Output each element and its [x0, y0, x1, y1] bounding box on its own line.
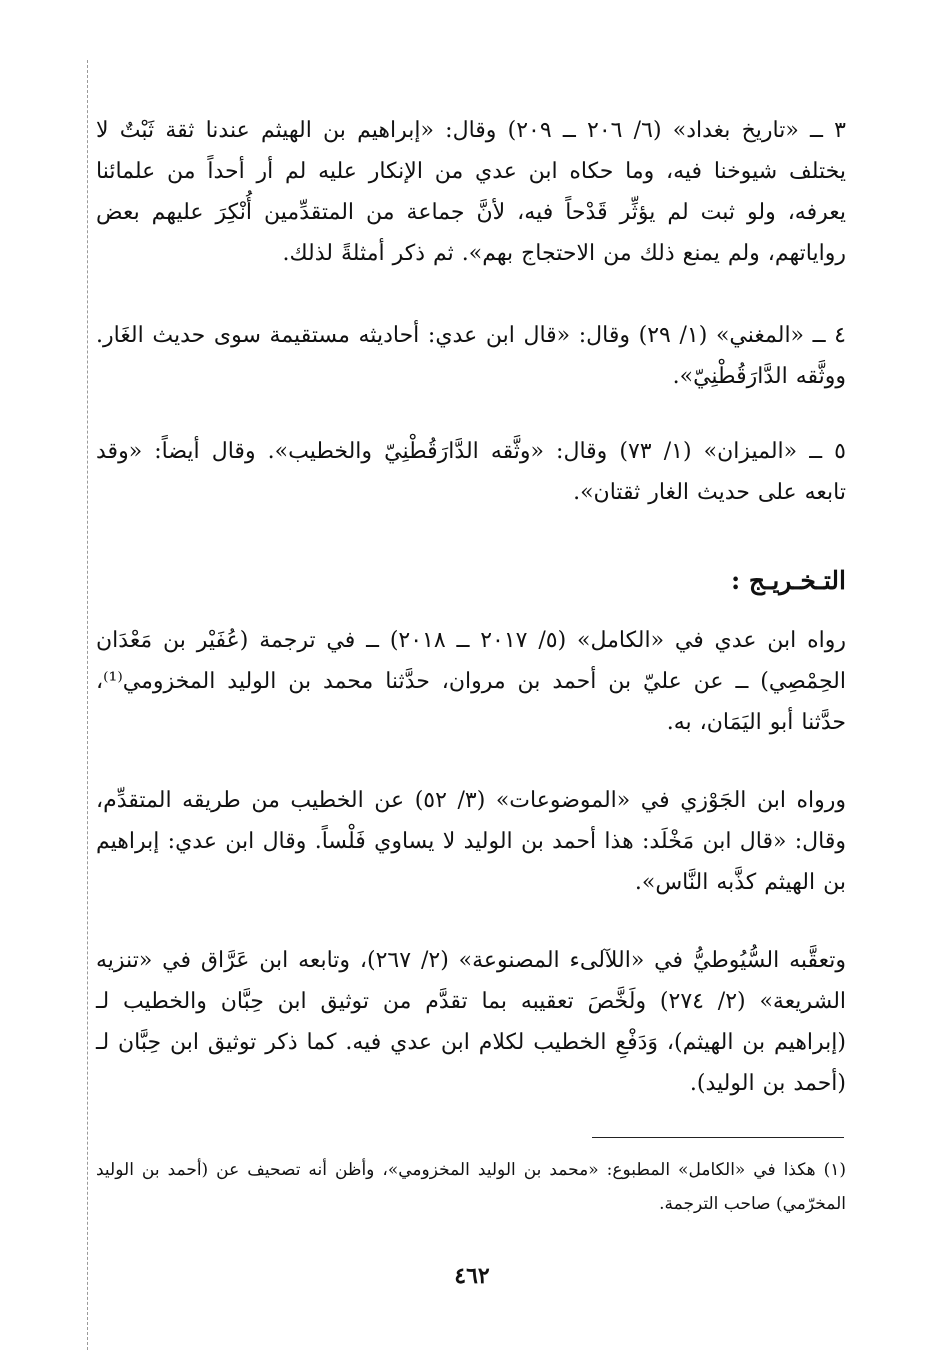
section-heading-takhrij: التـخـريـج :: [730, 566, 846, 595]
margin-guide-line: [87, 60, 88, 1350]
paragraph-al-mizan: ٥ ــ «الميزان» (١/ ٧٣) وقال: «وثَّقه الدَّارَقُطْنِيّ والخطيب». وقال أيضاً: «وقد تابعه على حديث الغار ثقتان».: [96, 439, 846, 505]
footnote: (١) هكذا في «الكامل» المطبوع: «محمد بن الوليد المخزومي»، وأظن أنه تصحيف عن (أحمد بن الوليد المخرّمي) صاحب الترجمة.: [96, 1160, 846, 1214]
paragraph-ibn-al-jawzi: ورواه ابن الجَوْزي في «الموضوعات» (٣/ ٥٢) عن الخطيب من طريقه المتقدِّم، وقال: «قال ابن مَخْلَد: هذا أحمد بن الوليد لا يساوي فَلْساً. وقال ابن عدي: إبراهيم بن الهيثم كذَّبه النَّاس».: [96, 788, 847, 895]
paragraph-ibn-adi: رواه ابن عدي في «الكامل» (٥/ ٢٠١٧ ــ ٢٠١٨) ــ في ترجمة (عُفَيْر بن مَعْدَان الحِمْصِي) ــ عن عليّ بن أحمد بن مروان، حدَّثنا محمد بن الوليد المخزومي⁽¹⁾، حدَّثنا أبو اليَمَان، به.: [96, 628, 846, 735]
paragraph-al-mughni: ٤ ــ «المغني» (١/ ٢٩) وقال: «قال ابن عدي: أحاديثه مستقيمة سوى حديث الغَار. ووثَّقه الدَّارَقُطْنِيّ».: [96, 323, 846, 389]
footnote-separator: [592, 1137, 844, 1138]
paragraph-tarikh-baghdad: ٣ ــ «تاريخ بغداد» (٦/ ٢٠٦ ــ ٢٠٩) وقال: «إبراهيم بن الهيثم عندنا ثقة ثَبْتٌ لا يختلف شيوخنا فيه، وما حكاه ابن عدي من الإنكار عليه لم أر أحداً من علمائنا يعرفه، ولو ثبت لم يؤثِّر قَدْحاً فيه، لأنَّ جماعة من المتقدِّمين أُنْكِرَ عليهم بعض رواياتهم، ولم يمنع ذلك من الاحتجاج بهم». ثم ذكر أمثلةً لذلك.: [96, 118, 846, 266]
paragraph-al-suyuti: وتعقَّبه السُّيُوطيُّ في «اللآلىء المصنوعة» (٢/ ٢٦٧)، وتابعه ابن عَرَّاق في «تنزيه الشريعة» (٢/ ٢٧٤) ولَخَّصَ تعقيبه بما تقدَّم من توثيق ابن حِبَّان والخطيب لـ (إبراهيم بن الهيثم)، وَدَفْعِ الخطيب لكلام ابن عدي فيه. كما ذكر توثيق ابن حِبَّان لـ (أحمد بن الوليد).: [96, 948, 847, 1096]
page-number: ٤٦٢: [454, 1263, 490, 1289]
